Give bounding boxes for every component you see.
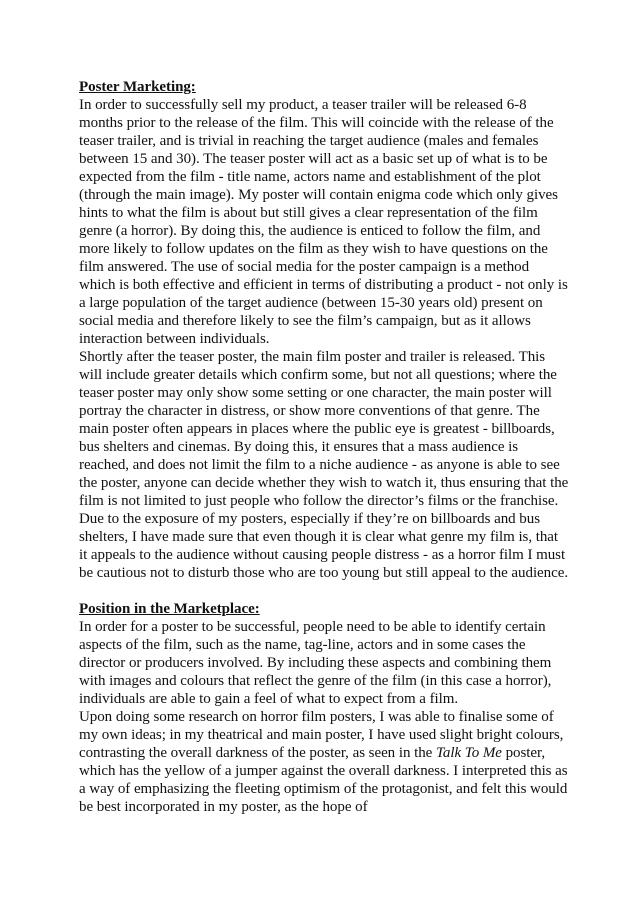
poster-marketing-paragraph-1: In order to successfully sell my product, a teaser trailer will be released 6-8 months prior to the release of the film. This will coincide with the release of the teaser trailer, and is trivial in reaching the target audience (males and females between 15 and 30). The teaser poster will act as a basic set up of what is to be expected from the film - title name, actors name and establishment of the plot (through the main image). My poster will contain enigma code which only gives hints to what the film is about but still gives a clear representation of the film genre (a horror). By doing this, the audience is enticed to follow the film, and more likely to follow updates on the film as they wish to have questions on the film answered. The use of social media for the poster campaign is a method which is both effective and efficient in terms of distributing a product - not only is a large population of the target audience (between 15-30 years old) present on social media and therefore likely to see the film’s campaign, but as it allows interaction between individuals. — [79, 97, 568, 347]
position-marketplace-heading: Position in the Marketplace: — [79, 601, 260, 617]
paragraph-text-before-title: Upon doing some research on horror film posters, I was able to finalise some of my own ideas; in my theatrical and main poster, I have used slight bright colours, contrasting the overall darkness of the poster, as seen in the — [79, 709, 564, 761]
document-body — [79, 78, 569, 816]
position-marketplace-paragraph-1: In order for a poster to be successful, people need to be able to identify certain aspects of the film, such as the name, tag-line, actors and in some cases the director or producers involved. By including these aspects and combining them with images and colours that reflect the genre of the film (in this case a horror), individuals are able to gain a feel of what to expect from a film. — [79, 619, 552, 707]
poster-marketing-paragraph-2: Shortly after the teaser poster, the main film poster and trailer is released. This will include greater details which confirm some, but not all questions; where the teaser poster may only show some setting or one character, the main poster will portray the character in distress, or show more conventions of that genre. The main poster often appears in places where the public eye is greatest - billboards, bus shelters and cinemas. By doing this, it ensures that a mass audience is reached, and does not limit the film to a niche audience - as anyone is able to see the poster, anyone can decide whether they wish to watch it, thus ensuring that the film is not limited to just people who follow the director’s films or the franchise. — [79, 349, 569, 509]
paragraph-text-after-title: poster, which has the yellow of a jumper against the overall darkness. I interpreted this as a way of emphasizing the fleeting optimism of the protagonist, and felt this would be best incorporated in my poster, as the hope of — [79, 745, 568, 815]
film-title-italic: Talk To Me — [435, 745, 502, 761]
poster-marketing-paragraph-3: Due to the exposure of my posters, especially if they’re on billboards and bus shelters, I have made sure that even though it is clear what genre my film is, that it appeals to the audience without causing people distress - as a horror film I must be cautious not to disturb those who are too young but still appeal to the audience. — [79, 511, 569, 581]
poster-marketing-heading: Poster Marketing: — [79, 79, 196, 95]
section-spacer — [79, 582, 569, 600]
position-marketplace-paragraph-2 — [79, 708, 569, 816]
